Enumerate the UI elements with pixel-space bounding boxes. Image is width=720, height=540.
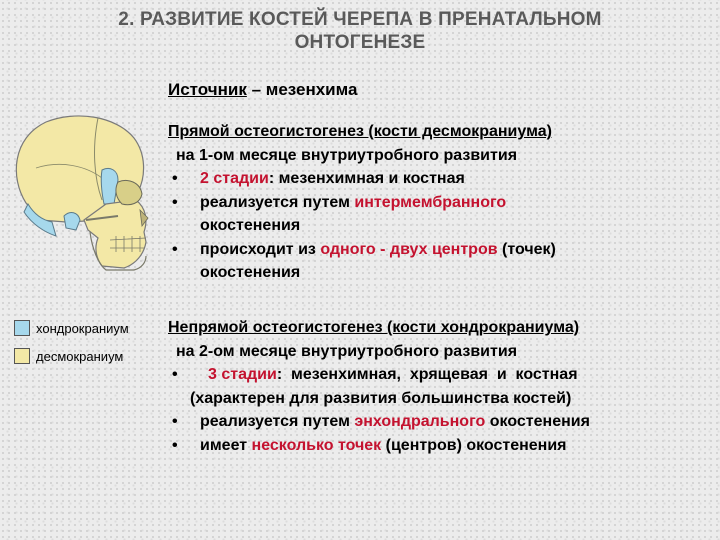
- indirect-subheading: на 2-ом месяце внутриутробного развития: [176, 342, 518, 360]
- source-value: – мезенхима: [246, 80, 358, 99]
- direct-method-text: реализуется путем: [200, 193, 355, 211]
- indirect-centers-rest: (центров) окостенения: [381, 436, 567, 454]
- legend-label-chondrocranium: хондрокраниум: [36, 320, 129, 336]
- skull-illustration: [6, 108, 156, 278]
- bullet: •: [172, 413, 178, 430]
- indirect-osteogenesis-block: [168, 316, 696, 457]
- page-title: [20, 8, 700, 54]
- legend-label-desmocranium: десмокраниум: [36, 348, 124, 364]
- list-item: [168, 167, 688, 191]
- indirect-centers-highlight: несколько точек: [251, 436, 382, 454]
- direct-method-highlight: интермембранного: [354, 193, 507, 211]
- title-line-2: ОНТОГЕНЕЗЕ: [294, 32, 426, 53]
- direct-centers-rest: (точек): [497, 240, 556, 258]
- indirect-stages-continuation: (характерен для развития большинства костей): [190, 389, 572, 407]
- bullet: •: [172, 240, 178, 258]
- direct-centers-highlight: одного - двух центров: [320, 240, 498, 258]
- indirect-method-rest: окостенения: [485, 413, 590, 430]
- bullet: •: [172, 436, 178, 454]
- indirect-centers-text: имеет: [200, 436, 252, 454]
- bullet: •: [172, 193, 178, 211]
- direct-stages-highlight: 2 стадии: [200, 170, 269, 187]
- skull-mastoid: [64, 213, 80, 230]
- indirect-method-text: реализуется путем: [200, 413, 355, 430]
- direct-osteogenesis-block: [168, 120, 688, 285]
- bullet: •: [172, 170, 178, 187]
- source-label: Источник: [168, 80, 247, 99]
- direct-subheading: на 1-ом месяце внутриутробного развития: [176, 146, 518, 164]
- indirect-stages-highlight: 3 стадии: [208, 366, 277, 383]
- source-line: [168, 80, 357, 100]
- legend-item-chondrocranium: [14, 320, 129, 336]
- list-item: [168, 410, 696, 434]
- direct-method-post: окостенения: [200, 217, 301, 234]
- indirect-heading: Непрямой остеогистогенез (кости хондрокраниума): [168, 319, 580, 336]
- bullet: •: [172, 366, 178, 383]
- list-item: [168, 238, 688, 285]
- indirect-stages-text: : мезенхимная, хрящевая и костная: [276, 366, 578, 383]
- list-item: [168, 191, 688, 238]
- legend-swatch-yellow: [14, 348, 30, 364]
- indirect-method-highlight: энхондрального: [354, 413, 486, 430]
- direct-centers-post: окостенения: [200, 264, 301, 281]
- direct-centers-text: происходит из: [200, 240, 321, 258]
- legend-swatch-blue: [14, 320, 30, 336]
- list-item: [168, 434, 696, 458]
- title-line-1: 2. РАЗВИТИЕ КОСТЕЙ ЧЕРЕПА В ПРЕНАТАЛЬНОМ: [118, 9, 602, 30]
- legend-item-desmocranium: [14, 348, 123, 364]
- direct-heading: Прямой остеогистогенез (кости десмокраниума): [168, 123, 552, 140]
- list-item: [168, 363, 696, 387]
- direct-stages-text: : мезенхимная и костная: [268, 170, 465, 187]
